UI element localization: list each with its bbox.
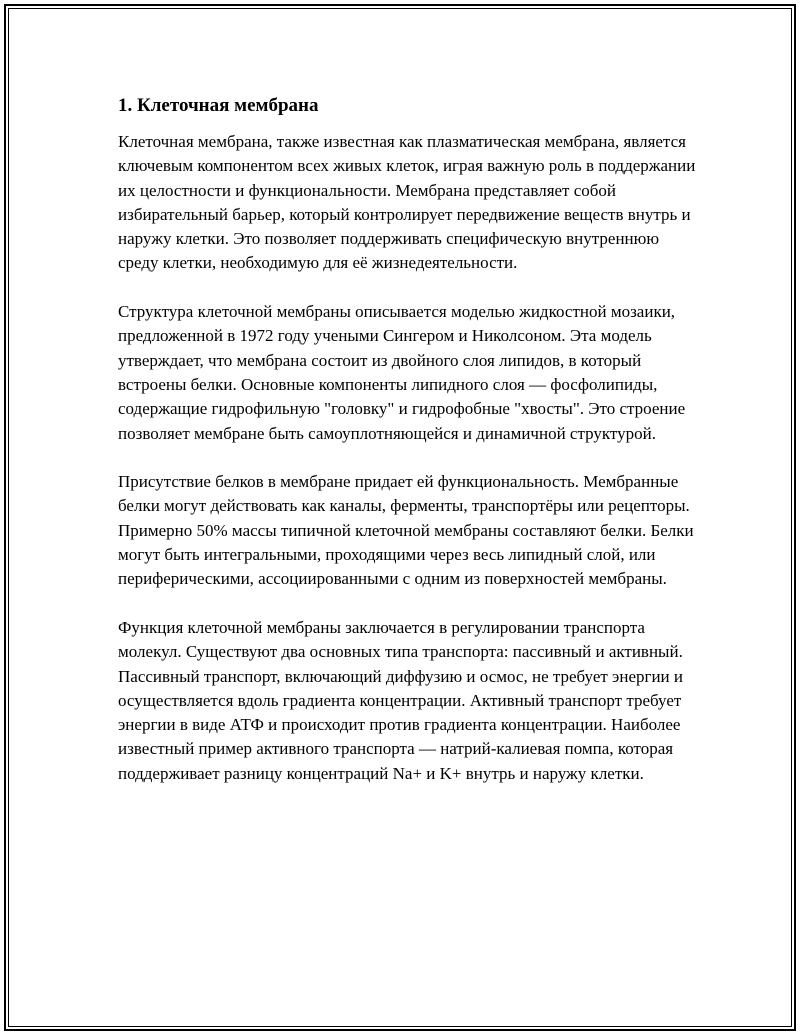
paragraph-2: Структура клеточной мембраны описывается моделью жидкостной мозаики, предложенной в 1972 году учеными Сингером и Николсоном. Эта модель утверждает, что мембрана состоит из двойного слоя липидов, в который встроены белки. Основные компоненты липидного слоя — фосфолипиды, содержащие гидрофильную "головку" и гидрофобные "хвосты". Это строение позволяет мембране быть самоуплотняющейся и динамичной структурой. — [118, 302, 686, 443]
section-title: 1. Клеточная мембрана — [118, 95, 319, 116]
paragraph-1: Клеточная мембрана, также известная как плазматическая мембрана, является ключевым компонентом всех живых клеток, играя важную роль в поддержании их целостности и функциональности. Мембрана представляет собой избирательный барьер, который контролирует передвижение веществ внутрь и наружу клетки. Это позволяет поддерживать специфическую внутреннюю среду клетки, необходимую для её жизнедеятельности. — [118, 132, 696, 273]
paragraph-3: Присутствие белков в мембране придает ей функциональность. Мембранные белки могут действовать как каналы, ферменты, транспортёры или рецепторы. Примерно 50% массы типичной клеточной мембраны составляют белки. Белки могут быть интегральными, проходящими через весь липидный слой, или периферическими, ассоциированными с одним из поверхностей мембраны. — [118, 472, 694, 589]
document-body — [118, 92, 698, 810]
paragraph-4: Функция клеточной мембраны заключается в регулировании транспорта молекул. Существуют два основных типа транспорта: пассивный и активный. Пассивный транспорт, включающий диффузию и осмос, не требует энергии и осуществляется вдоль градиента концентрации. Активный транспорт требует энергии в виде АТФ и происходит против градиента концентрации. Наиболее известный пример активного транспорта — натрий-калиевая помпа, которая поддерживает разницу концентраций Na+ и K+ внутрь и наружу клетки. — [118, 617, 684, 783]
